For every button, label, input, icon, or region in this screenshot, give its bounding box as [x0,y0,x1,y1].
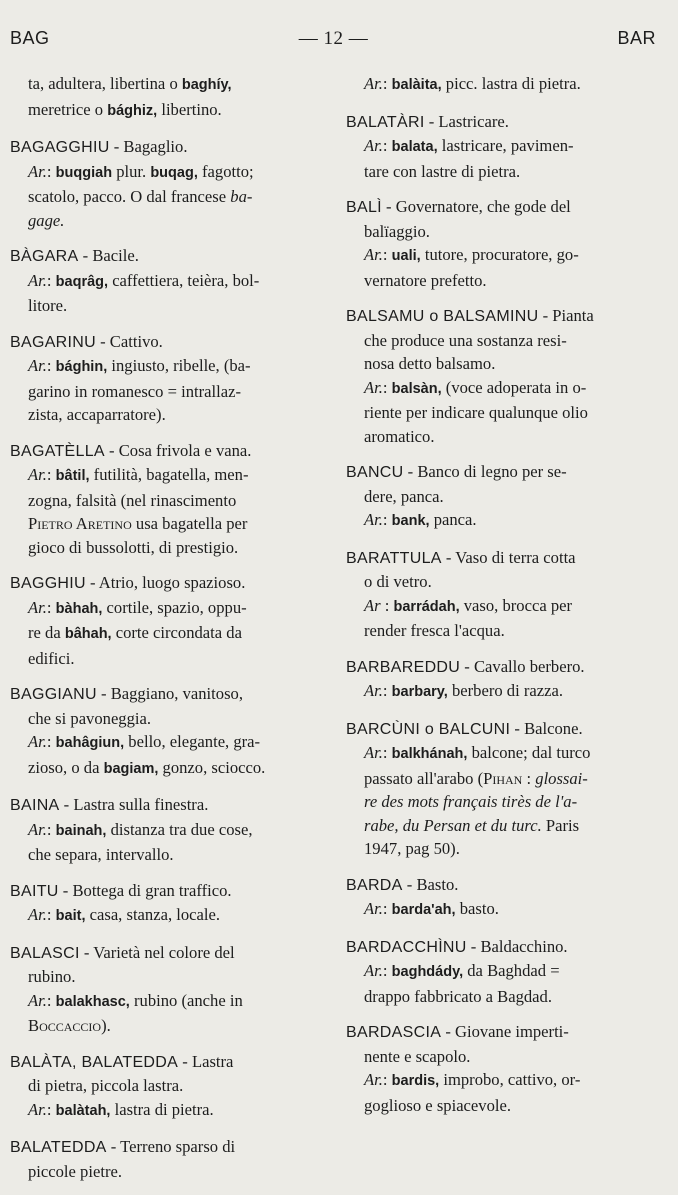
entry-line [10,380,326,404]
arabic-word: bait, [55,908,86,924]
entry-head-line [10,330,326,355]
entry-line [10,989,326,1015]
text-segment: : [46,597,56,617]
entry-line [346,329,656,353]
text-segment: : [382,899,392,918]
text-segment: - Governatore, che gode del [381,197,571,216]
text-segment: libertino. [157,99,222,119]
text-segment: - Cosa frivola e vana. [104,440,252,460]
arabic-abbrev: Ar. [28,732,47,751]
text-segment: rubino. [28,967,76,986]
arabic-abbrev: Ar. [364,136,383,155]
entry-head-line [10,941,326,966]
text-segment: zioso, o da [28,757,104,777]
entry-line [346,985,656,1009]
arabic-word: bahâgiun, [55,735,125,751]
arabic-word: bâtil, [55,468,90,484]
entry-line [10,294,326,318]
entry-head-line [10,793,326,818]
entry-line [10,354,326,380]
text-segment: ta, adultera, libertina o [28,74,182,93]
entry-line [346,401,656,425]
dictionary-entry-baina [10,793,326,867]
entry-line [10,707,326,731]
text-segment: nente e scapolo. [364,1046,471,1066]
entry-line [346,570,656,594]
arabic-abbrev: Ar. [364,681,383,700]
dictionary-entry-balaita-cont [346,72,656,98]
entry-line [346,508,656,534]
arabic-word: bank, [391,513,430,529]
entry-head-line [10,439,326,464]
text-segment: Pihan [483,768,523,788]
text-segment: usa bagatella per [131,514,248,533]
headword: BARCÙNI o BALCUNI [346,720,511,738]
arabic-word: baghdády, [391,964,464,980]
text-segment: - Baggiano, vanitoso, [96,684,243,703]
entry-line [10,209,326,233]
text-segment: da Baghdad = [463,961,560,980]
entry-line [346,679,656,705]
headword: BARDACCHÌNU [346,938,467,956]
text-segment: gioco di bussolotti, di prestigio. [28,537,239,557]
arabic-abbrev: Ar. [28,356,47,375]
arabic-word: barrádah, [393,598,460,615]
arabic-word: bàhah, [55,600,103,617]
entry-line [346,619,656,643]
text-segment: gage. [28,210,65,230]
headword: BARDA [346,876,403,894]
arabic-word: uali, [391,248,421,264]
entry-line [10,903,326,929]
text-segment: re des mots français tirès de l'a- [364,792,578,811]
text-segment: - Bacile. [78,246,139,265]
entry-head-line [346,110,656,135]
entry-line [10,1098,326,1124]
entry-line [346,425,656,449]
text-segment: di pietra, piccola lastra. [28,1076,184,1095]
entry-line [346,243,656,269]
arabic-word: bághiz, [107,102,158,119]
left-column [10,72,326,1195]
text-segment: picc. lastra di pietra. [441,74,581,93]
text-segment: riente per indicare qualunque olio [364,403,588,422]
text-segment: drappo fabbricato a Bagdad. [364,986,552,1006]
text-segment: 1947, pag 50). [364,839,460,858]
arabic-abbrev: Ar. [364,1070,383,1089]
entry-line [346,1094,656,1118]
text-segment: Pietro Aretino [28,514,132,533]
entry-line [346,134,656,160]
arabic-abbrev: Ar. [28,597,47,617]
text-segment: vernatore prefetto. [364,270,487,290]
entry-line [10,621,326,647]
right-column [346,72,656,1195]
page-header [10,28,656,58]
entry-head-line [346,304,656,329]
dictionary-entry-balata [10,1050,326,1124]
arabic-abbrev: Ar. [364,377,383,397]
dictionary-entry-bagagghiu [10,135,326,232]
text-segment: : [46,732,56,751]
text-segment: vaso, brocca per [459,595,573,615]
text-segment: : [382,74,392,93]
entry-line [346,376,656,402]
text-segment: goglioso e spiacevole. [364,1095,512,1115]
text-segment: nosa detto balsamo. [364,354,496,373]
entry-line [10,1014,326,1038]
arabic-word: buqgiah [55,164,113,181]
text-segment: - Atrio, luogo spazioso. [85,573,246,592]
text-segment: o di vetro. [364,572,432,591]
entry-line [10,489,326,513]
arabic-abbrev: Ar. [364,743,383,762]
entry-head-line [346,546,656,571]
entry-head-line [10,244,326,269]
text-segment: - Baldacchino. [466,936,568,956]
entry-line [10,98,326,124]
text-segment: - Cattivo. [95,331,163,351]
headword: BARBAREDDU [346,658,461,676]
text-segment: - Varietà nel colore del [79,942,235,962]
entry-head-line [10,1135,326,1160]
dictionary-entry-balasci [10,941,326,1038]
dictionary-entry-bagarinu [10,330,326,427]
headword: BARATTULA [346,549,442,567]
dictionary-entry-bagara [10,244,326,318]
entry-head-line [10,135,326,160]
entry-head-line [346,717,656,742]
dictionary-entry-barcuni [346,717,656,861]
entry-line [10,185,326,209]
text-segment: - Lastricare. [424,111,509,131]
text-segment: dere, panca. [364,486,444,506]
text-segment: panca. [429,510,477,529]
text-segment: tare con lastre di pietra. [364,161,521,181]
text-segment: - Vaso di terra cotta [441,547,576,567]
text-segment: plur. [112,161,151,181]
text-segment: - Pianta [538,306,594,325]
text-segment: (voce adoperata in o- [441,377,587,397]
text-segment: litore. [28,296,68,315]
arabic-abbrev: Ar. [364,245,383,264]
text-segment: cortile, spazio, oppu- [102,597,247,617]
dictionary-entry-bali [346,195,656,292]
header-right-guideword: BAR [617,28,656,48]
text-segment: futilità, bagatella, men- [89,465,249,484]
entry-line [346,1045,656,1069]
arabic-word: balakhasc, [55,993,130,1010]
dictionary-entry-baitu [10,879,326,929]
entry-line [346,741,656,767]
text-segment: zista, accaparratore). [28,405,166,424]
dictionary-entry-balatari [346,110,656,184]
entry-line [10,160,326,186]
text-segment: piccole pietre. [28,1161,122,1181]
headword: BALSAMU o BALSAMINU [346,308,539,325]
headword: BALATÀRI [346,113,425,131]
text-segment: : [382,377,392,397]
entry-line [10,269,326,295]
entry-head-line [10,682,326,707]
dictionary-entry-bagatella [10,439,326,560]
text-segment: lastricare, pavimen- [437,136,574,155]
text-segment: rubino (anche in [129,990,243,1010]
arabic-word: baqrâg, [55,273,109,290]
entry-line [10,72,326,98]
entry-line [346,897,656,923]
text-segment: : [380,595,394,615]
text-segment: : [46,356,56,375]
arabic-abbrev: Ar. [28,161,47,181]
text-segment: re da [28,623,65,642]
dictionary-entry-barattula [346,546,656,643]
text-segment: aromatico. [364,426,435,446]
arabic-abbrev: Ar. [28,1099,47,1119]
text-segment: ba- [230,187,253,206]
text-segment: distanza tra due cose, [106,819,253,839]
text-segment: caffettiera, teièra, bol- [108,270,260,290]
arabic-word: barbary, [391,684,448,700]
entry-line [346,352,656,376]
text-segment: edifici. [28,648,75,668]
text-segment: - Terreno sparso di [106,1137,236,1156]
entry-line [10,536,326,560]
text-segment: scatolo, pacco. O dal francese [28,187,231,206]
text-segment: tutore, procuratore, go- [420,245,579,264]
text-segment: : [382,961,392,980]
entry-line [10,1160,326,1184]
text-segment: : [382,510,392,529]
text-segment: : [382,1070,392,1089]
entry-line [346,160,656,184]
text-segment: che si pavoneggia. [28,708,152,728]
arabic-word: bâhah, [64,626,112,642]
entry-head-line [346,195,656,220]
headword: BAGATÈLLA [10,442,105,460]
arabic-word: balàita, [391,77,442,93]
dictionary-entry-balatedda [10,1135,326,1183]
header-left-guideword: BAG [10,28,50,48]
arabic-abbrev: Ar. [28,465,47,484]
arabic-word: balata, [391,139,438,155]
entry-line [346,837,656,861]
entry-line [10,596,326,622]
text-segment: : [382,136,392,155]
text-segment: fagotto; [197,161,254,181]
arabic-word: balsàn, [391,380,442,397]
entry-line [346,485,656,509]
entry-head-line [10,571,326,596]
dictionary-entry-baggianu [10,682,326,781]
headword: BAINA [10,797,60,814]
text-segment: - Banco di legno per se- [403,462,567,481]
text-segment: : [46,465,56,484]
arabic-word: balkhánah, [391,746,468,762]
text-segment: - Bottega di gran traffico. [58,880,232,900]
text-segment: - Cavallo berbero. [460,656,585,676]
arabic-abbrev: Ar. [28,270,47,290]
entry-head-line [10,879,326,904]
entry-line [10,403,326,427]
headword: BALASCI [10,944,80,962]
text-segment: meretrice o [28,99,108,119]
entry-line [346,790,656,814]
dictionary-entry-baghiy-cont [10,72,326,123]
arabic-word: baghíy, [181,77,232,93]
arabic-abbrev: Ar. [364,74,383,93]
headword: BÀGARA [10,248,79,265]
arabic-abbrev: Ar [364,595,381,615]
text-segment: lastra di pietra. [110,1099,214,1119]
dictionary-entry-bancu [346,460,656,534]
text-segment: gonzo, sciocco. [158,757,266,777]
headword: BALÀTA, BALATEDDA [10,1053,179,1071]
text-segment: basto. [455,899,499,918]
text-segment: : [382,681,392,700]
entry-line [346,767,656,791]
entry-line [346,72,656,98]
headword: BARDASCIA [346,1024,442,1041]
text-segment: improbo, cattivo, or- [439,1070,581,1089]
text-segment: garino in romanesco = intrallaz- [28,381,242,401]
text-segment: render fresca l'acqua. [364,621,505,640]
text-segment: : [46,270,56,290]
text-segment: passato all'arabo ( [364,768,484,788]
headword: BAITU [10,882,59,900]
text-segment: balcone; dal turco [467,743,591,762]
text-segment: Boccaccio [28,1016,102,1035]
arabic-word: bardis, [391,1073,440,1089]
entry-line [346,594,656,620]
arabic-abbrev: Ar. [364,899,383,918]
entry-line [10,818,326,844]
entry-head-line [346,873,656,898]
text-segment: - Giovane imperti- [441,1022,569,1041]
entry-head-line [346,935,656,960]
text-segment: : [46,161,56,181]
arabic-abbrev: Ar. [364,961,383,980]
entry-line [10,463,326,489]
headword: BALÌ [346,199,382,216]
text-segment: : [46,1099,56,1119]
text-segment: : [46,990,56,1010]
headword: BAGGHIU [10,575,86,592]
entry-line [10,1074,326,1098]
text-segment: : [382,245,392,264]
text-segment: Paris [541,815,580,835]
text-segment: : [46,819,56,839]
arabic-word: barda'ah, [391,902,456,918]
entry-line [10,647,326,671]
text-segment: : [522,768,536,788]
entry-line [346,220,656,244]
arabic-abbrev: Ar. [28,990,47,1010]
text-segment: balïaggio. [364,221,430,241]
dictionary-entry-bagghiu [10,571,326,670]
entry-head-line [10,1050,326,1075]
headword: BAGAGGHIU [10,139,110,156]
page-number: — 12 — [298,28,369,49]
text-segment: zogna, falsità (nel rinascimento [28,490,237,510]
headword: BANCU [346,464,404,481]
text-segment: corte circondata da [111,623,242,642]
text-segment: casa, stanza, locale. [85,905,221,924]
text-segment: - Basto. [402,874,459,894]
columns [10,72,656,1195]
entry-head-line [346,1020,656,1045]
text-segment: rabe, du Persan et du turc. [364,815,542,835]
text-segment: - Lastra [178,1051,234,1071]
arabic-abbrev: Ar. [28,819,47,839]
headword: BAGGIANU [10,686,97,703]
text-segment: - Lastra sulla finestra. [59,795,209,814]
text-segment: bello, elegante, gra- [124,732,261,751]
dictionary-entry-barda [346,873,656,923]
text-segment: che separa, intervallo. [28,845,174,864]
headword: BALATEDDA [10,1139,107,1156]
dictionary-entry-barbareddu [346,655,656,705]
text-segment: - Balcone. [510,718,583,738]
entry-line [10,730,326,756]
text-segment: berbero di razza. [447,681,563,700]
dictionary-entry-bardacchinu [346,935,656,1009]
text-segment: ingiusto, ribelle, (ba- [107,356,251,375]
text-segment: glossai- [535,768,588,788]
entry-line [346,269,656,293]
entry-line [10,843,326,867]
entry-line [346,1068,656,1094]
text-segment: che produce una sostanza resi- [364,330,567,350]
text-segment: : [382,743,392,762]
arabic-abbrev: Ar. [364,510,383,529]
text-segment: ). [101,1016,111,1035]
entry-line [10,965,326,989]
arabic-abbrev: Ar. [28,905,47,924]
text-segment: : [46,905,56,924]
entry-line [10,512,326,536]
entry-head-line [346,655,656,680]
entry-head-line [346,460,656,485]
entry-line [346,959,656,985]
entry-line [10,756,326,782]
headword: BAGARINU [10,333,96,351]
arabic-word: bághin, [55,359,108,375]
entry-line [346,814,656,838]
arabic-word: buqag, [150,164,198,181]
arabic-word: balàtah, [55,1102,111,1119]
arabic-word: bainah, [55,822,107,839]
text-segment: - Bagaglio. [109,137,188,156]
dictionary-entry-balsamu [346,304,656,448]
arabic-word: bagiam, [103,760,159,777]
dictionary-entry-bardascia [346,1020,656,1117]
